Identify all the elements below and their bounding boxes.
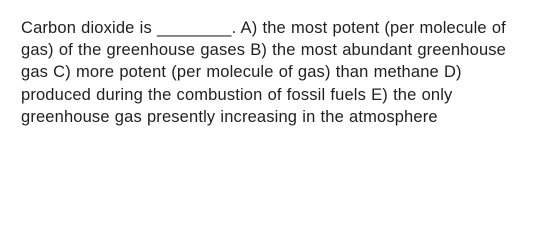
question-text (21, 17, 549, 128)
question-line: gas) of the greenhouse gases B) the most abundant greenhouse (21, 41, 507, 60)
question-line: gas C) more potent (per molecule of gas) than methane D) (21, 63, 462, 82)
question-line: produced during the combustion of fossil fuels E) the only (21, 85, 453, 104)
question-line: Carbon dioxide is ________. A) the most potent (per molecule of (21, 19, 506, 37)
question-line: greenhouse gas presently increasing in the atmosphere (21, 107, 438, 126)
